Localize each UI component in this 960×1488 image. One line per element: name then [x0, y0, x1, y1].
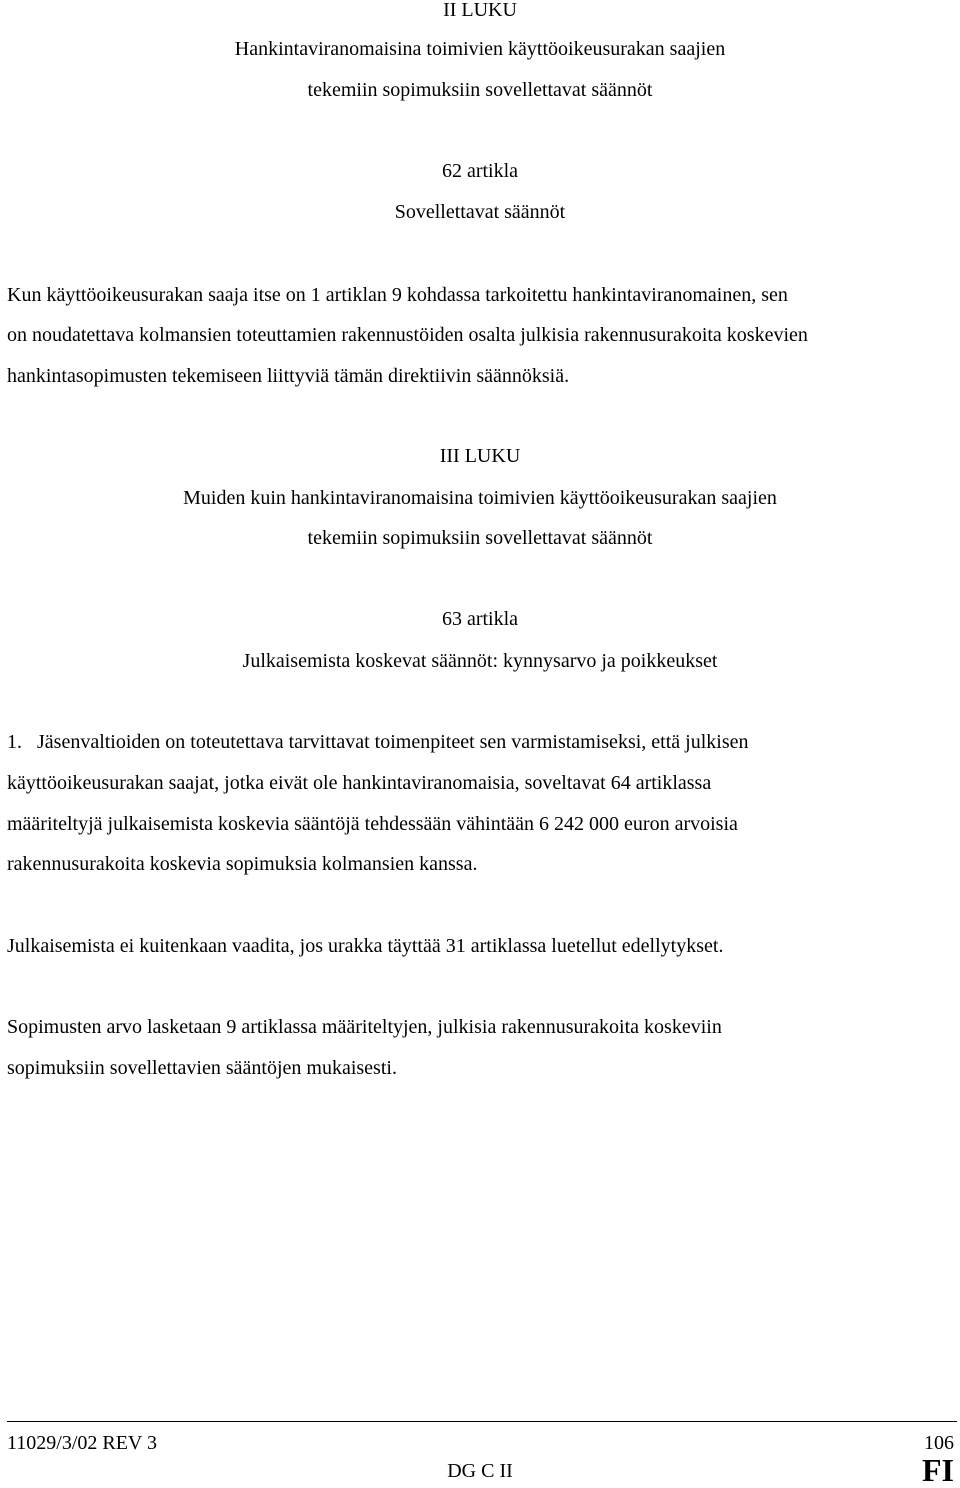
chapter2-title-line1: Hankintaviranomaisina toimivien käyttöoikeusurakan saajien [234, 38, 726, 60]
article62-body-line2: on noudatettava kolmansien toteuttamien rakennustöiden osalta julkisia rakennusurakoita koskevien [7, 324, 808, 346]
article63-para2-line1: Julkaisemista ei kuitenkaan vaadita, jos urakka täyttää 31 artiklassa luetellut edellytykset. [7, 935, 724, 957]
footer-doc-ref: 11029/3/02 REV 3 [7, 1432, 158, 1454]
article63-para1-line4: rakennusurakoita koskevia sopimuksia kolmansien kanssa. [7, 853, 478, 875]
chapter3-title-line1: Muiden kuin hankintaviranomaisina toimivien käyttöoikeusurakan saajien [183, 487, 777, 509]
article63-para1-line1: 1. Jäsenvaltioiden on toteutettava tarvittavat toimenpiteet sen varmistamiseksi, että julkisen [7, 731, 749, 753]
article63-para3-line2: sopimuksiin sovellettavien sääntöjen mukaisesti. [7, 1057, 397, 1079]
footer-divider [7, 1421, 957, 1422]
article62-body-line1: Kun käyttöoikeusurakan saaja itse on 1 artiklan 9 kohdassa tarkoitettu hankintaviranomainen, sen [7, 284, 788, 306]
article62-title: Sovellettavat säännöt [394, 201, 566, 223]
chapter2-heading: II LUKU [443, 0, 517, 21]
article63-number: 63 artikla [441, 608, 519, 630]
article63-para1-line2: käyttöoikeusurakan saajat, jotka eivät ole hankintaviranomaisia, soveltavat 64 artiklassa [7, 772, 712, 794]
chapter3-heading: III LUKU [439, 445, 521, 467]
chapter2-title-line2: tekemiin sopimuksiin sovellettavat säännöt [307, 79, 653, 101]
article63-para1-line3: määriteltyjä julkaisemista koskevia sääntöjä tehdessään vähintään 6 242 000 euron arvoisia [7, 813, 738, 835]
article62-body-line3: hankintasopimusten tekemiseen liittyviä tämän direktiivin säännöksiä. [7, 365, 570, 387]
chapter3-title-line2: tekemiin sopimuksiin sovellettavat säännöt [307, 527, 653, 549]
article62-number: 62 artikla [441, 160, 519, 182]
footer-page-number: 106 [924, 1432, 954, 1454]
article63-title: Julkaisemista koskevat säännöt: kynnysarvo ja poikkeukset [242, 650, 718, 672]
footer-language-code: FI [922, 1452, 954, 1488]
article63-para3-line1: Sopimusten arvo lasketaan 9 artiklassa määriteltyjen, julkisia rakennusurakoita koskeviin [7, 1016, 722, 1038]
footer-department: DG C II [447, 1460, 513, 1482]
